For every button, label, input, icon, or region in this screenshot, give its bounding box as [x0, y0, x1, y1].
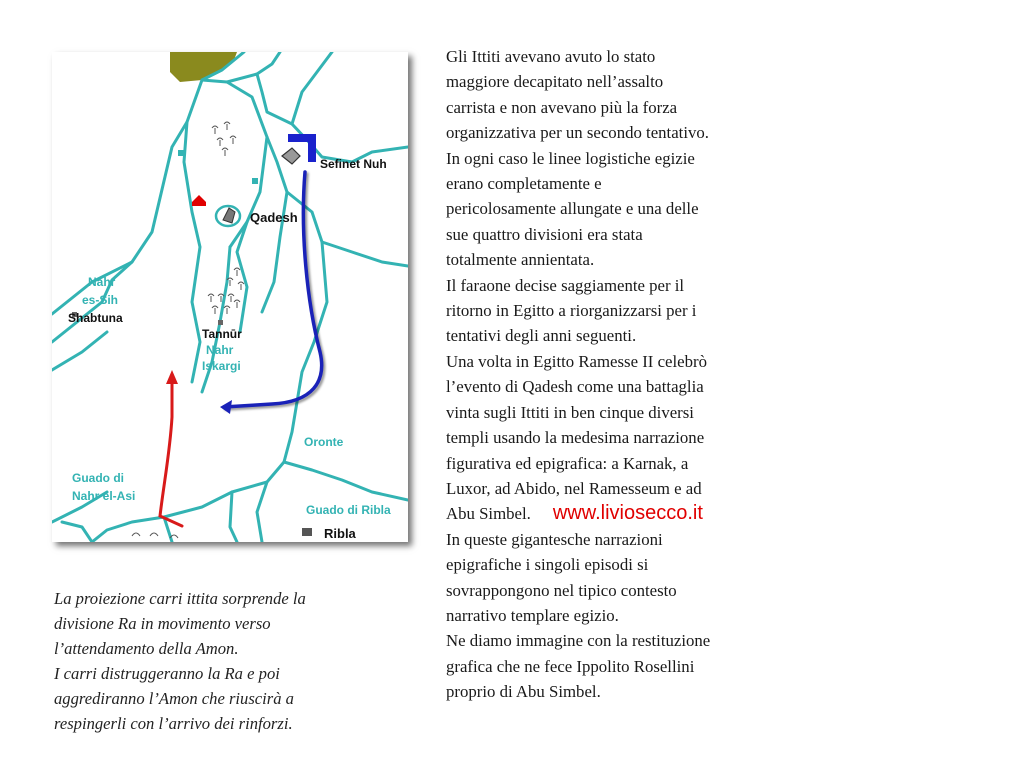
map-caption — [54, 586, 394, 736]
body-line: In ogni caso le linee logistiche egizie — [446, 148, 695, 168]
caption-line: divisione Ra in movimento verso — [54, 614, 271, 633]
tannur-icon — [218, 320, 223, 325]
ribla-icon — [302, 528, 312, 536]
website-link[interactable]: www.liviosecco.it — [552, 502, 703, 525]
body-line: epigrafiche i singoli episodi si — [446, 555, 649, 575]
body-line — [446, 501, 786, 526]
label-sefinet-nuh: Sefinet Nuh — [320, 157, 387, 171]
caption-line: aggrediranno l’Amon che riuscirà a — [54, 689, 294, 708]
body-line: carrista e non avevano più la forza — [446, 97, 678, 117]
label-nahr-iskargi: Nahr — [206, 343, 234, 357]
label-guado-nahr-el-asi-2: Nahr el-Asi — [72, 489, 136, 503]
body-line-text: Abu Simbel. — [446, 504, 531, 524]
label-ribla: Ribla — [324, 526, 356, 541]
label-nahr-es-sih-2: es-Sih — [82, 293, 119, 307]
caption-line: respingerli con l’arrivo dei rinforzi. — [54, 714, 293, 733]
label-shabtuna: Shabtuna — [68, 311, 123, 325]
battle-map — [52, 52, 408, 542]
marker-square — [252, 178, 258, 184]
label-guado-di-ribla: Guado di Ribla — [306, 503, 391, 517]
caption-line: l’attendamento della Amon. — [54, 639, 239, 658]
body-line: In queste gigantesche narrazioni — [446, 529, 663, 549]
body-line: Il faraone decise saggiamente per il — [446, 275, 685, 295]
map-svg — [52, 52, 408, 542]
body-line: grafica che ne fece Ippolito Rosellini — [446, 656, 695, 676]
body-line: figurativa ed epigrafica: a Karnak, a — [446, 453, 689, 473]
body-line: sovrappongono nel tipico contesto — [446, 580, 677, 600]
body-line: narrativo templare egizio. — [446, 605, 619, 625]
body-line: totalmente annientata. — [446, 250, 595, 270]
label-nahr-es-sih: Nahr — [88, 275, 116, 289]
label-nahr-iskargi-2: Iskargi — [202, 359, 241, 373]
body-line: maggiore decapitato nell’assalto — [446, 72, 664, 92]
body-line: Gli Ittiti avevano avuto lo stato — [446, 47, 656, 66]
body-line: pericolosamente allungate e una delle — [446, 199, 699, 219]
body-line: ritorno in Egitto a riorganizzarsi per i — [446, 301, 697, 321]
label-qadesh: Qadesh — [250, 210, 298, 225]
body-line: tentativi degli anni seguenti. — [446, 326, 637, 346]
body-text — [446, 44, 786, 705]
body-line: Luxor, ad Abido, nel Ramesseum e ad — [446, 478, 702, 498]
body-line: erano completamente e — [446, 174, 602, 194]
label-tannur: Tannūr — [202, 327, 242, 341]
body-line: l’evento di Qadesh come una battaglia — [446, 377, 704, 397]
body-line: Una volta in Egitto Ramesse II celebrò — [446, 351, 707, 371]
label-guado-nahr-el-asi: Guado di — [72, 471, 124, 485]
body-line: Ne diamo immagine con la restituzione — [446, 631, 711, 651]
label-oronte: Oronte — [304, 435, 344, 449]
caption-line: La proiezione carri ittita sorprende la — [54, 589, 306, 608]
marker-square — [178, 150, 184, 156]
body-line: templi usando la medesima narrazione — [446, 428, 705, 448]
body-line: vinta sugli Ittiti in ben cinque diversi — [446, 402, 694, 422]
caption-line: I carri distruggeranno la Ra e poi — [54, 664, 280, 683]
body-line: proprio di Abu Simbel. — [446, 682, 601, 702]
body-line: sue quattro divisioni era stata — [446, 224, 643, 244]
body-line: organizzativa per un secondo tentativo. — [446, 123, 709, 143]
